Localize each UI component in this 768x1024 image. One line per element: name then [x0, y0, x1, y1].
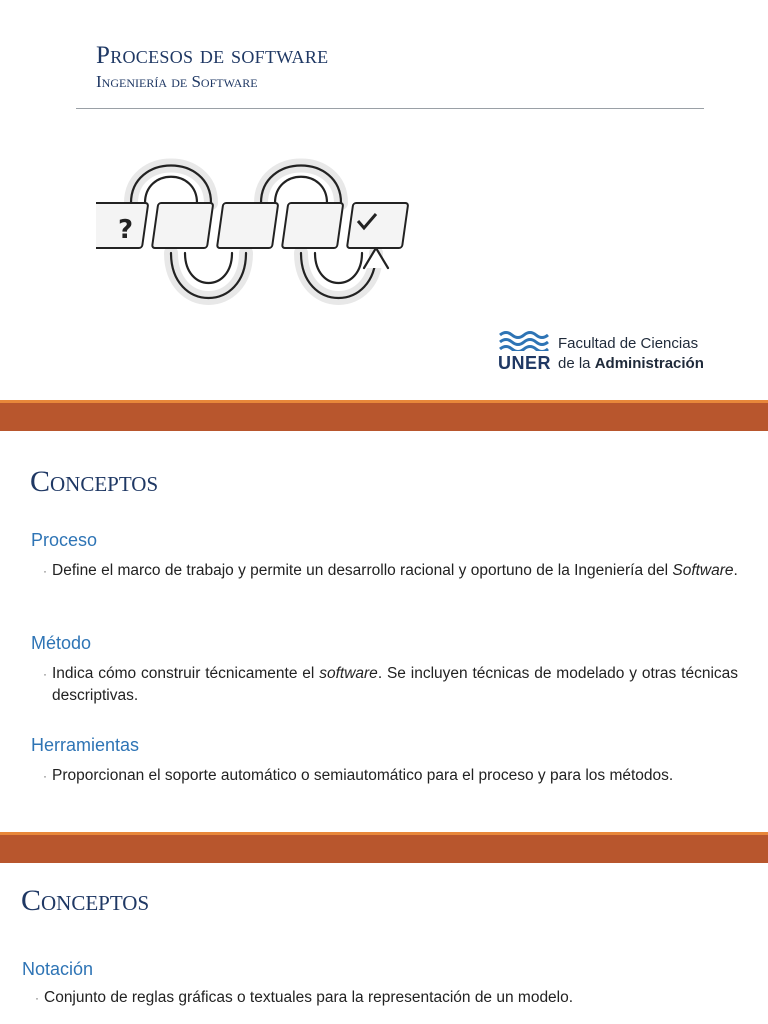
- definition-metodo: · Indica cómo construir técnicamente el software. Se incluyen técnicas de modelado y otras técnicas descriptivas.: [43, 665, 739, 704]
- process-cycle-illustration: [96, 148, 426, 348]
- slide-title: Procesos de software: [96, 42, 329, 69]
- slide-title-block: [96, 42, 328, 92]
- title-divider: [76, 108, 704, 109]
- logo-mark: UNER: [498, 353, 552, 373]
- term-herramientas: Herramientas: [31, 735, 140, 755]
- uner-logo: [498, 327, 728, 377]
- section-title: Conceptos: [30, 465, 159, 498]
- term-notacion: Notación: [22, 959, 94, 979]
- waves-icon: [498, 329, 550, 351]
- svg-text:?: ?: [118, 215, 134, 245]
- term-metodo: Método: [31, 633, 92, 653]
- logo-line-2: de la Administración: [558, 355, 704, 372]
- slide-subtitle: Ingeniería de Software: [96, 72, 258, 91]
- slide-separator-band-2: [0, 832, 768, 863]
- definition-notacion: · Conjunto de reglas gráficas o textuales para la representación de un modelo.: [35, 989, 574, 1006]
- definition-herramientas: · Proporcionan el soporte automático o semiautomático para el proceso y para los métodos.: [43, 767, 674, 784]
- logo-line-1: Facultad de Ciencias: [558, 335, 699, 352]
- definition-proceso: · Define el marco de trabajo y permite un desarrollo racional y oportuno de la Ingeniería del Software.: [43, 562, 738, 579]
- slide-separator-band: [0, 400, 768, 431]
- slide-1: [0, 0, 768, 400]
- section-title-2: Conceptos: [21, 884, 150, 917]
- term-proceso: Proceso: [31, 530, 98, 550]
